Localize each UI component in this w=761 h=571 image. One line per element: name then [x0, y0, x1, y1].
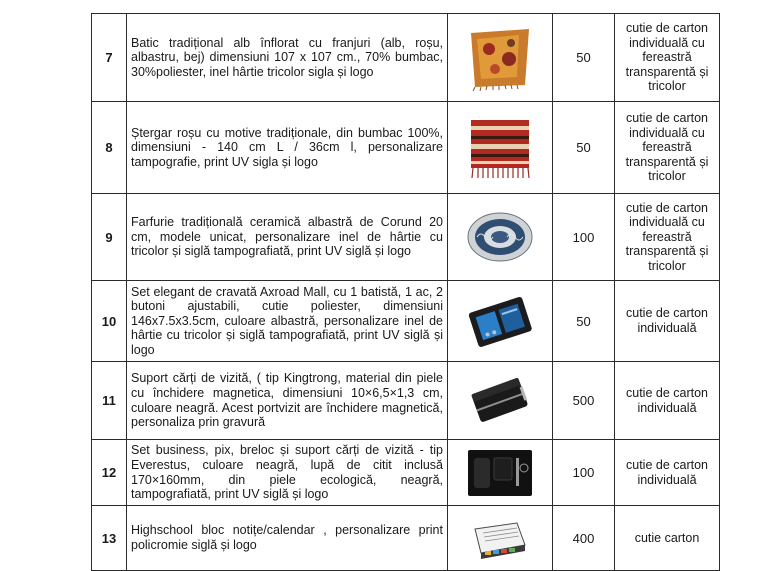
item-description: Suport cărți de vizită, ( tip Kingtrong, material din piele cu închidere magnetica, dimensiuni 10×6,5×1,3 cm, culoare neagră. Acest portvizit are închidere magnetică, personaliza prin gravură — [127, 362, 448, 440]
item-packaging: cutie de carton individuală cu fereastră transparentă și tricolor — [615, 194, 720, 281]
notepad-icon — [467, 515, 533, 561]
plate-icon — [465, 209, 535, 265]
row-number: 8 — [92, 102, 127, 194]
card-holder-icon — [467, 371, 533, 431]
table-row — [92, 194, 720, 281]
item-packaging: cutie de carton individuală — [615, 440, 720, 506]
item-packaging: cutie carton — [615, 506, 720, 571]
towel-icon — [465, 116, 535, 180]
item-packaging: cutie de carton individuală cu fereastră transparentă și tricolor — [615, 102, 720, 194]
product-image-cell — [448, 362, 553, 440]
table-row — [92, 362, 720, 440]
product-image-cell — [448, 440, 553, 506]
table-row — [92, 102, 720, 194]
table-row — [92, 440, 720, 506]
item-description: Farfurie tradițională ceramică albastră de Corund 20 cm, modele unicat, personalizare inel de hârtie cu tricolor și siglă tampografiată, print UV siglă și logo — [127, 194, 448, 281]
item-packaging: cutie de carton individuală cu fereastră transparentă și tricolor — [615, 14, 720, 102]
product-image-cell — [448, 506, 553, 571]
item-quantity: 100 — [553, 194, 615, 281]
row-number: 7 — [92, 14, 127, 102]
row-number: 10 — [92, 281, 127, 362]
table-row — [92, 14, 720, 102]
row-number: 9 — [92, 194, 127, 281]
product-image-cell — [448, 281, 553, 362]
item-description: Set elegant de cravată Axroad Mall, cu 1 batistă, 1 ac, 2 butoni ajustabili, cutie poliester, dimensiuni 146x7.5x3.5cm, culoare albastră, personalizare inel de hârtie cu tricolor și siglă tampografiată, print UV siglă și logo — [127, 281, 448, 362]
item-quantity: 50 — [553, 281, 615, 362]
item-packaging: cutie de carton individuală — [615, 362, 720, 440]
products-table — [91, 13, 720, 571]
item-description: Highschool bloc notițe/calendar , personalizare print policromie siglă și logo — [127, 506, 448, 571]
item-description: Set business, pix, breloc și suport cărți de vizită - tip Everestus, culoare neagră, lupă de citit inclusă 170×160mm, din piele ecologică, neagră, tampografiată, print UV siglă și logo — [127, 440, 448, 506]
business-set-icon — [464, 446, 536, 500]
item-packaging: cutie de carton individuală — [615, 281, 720, 362]
item-quantity: 100 — [553, 440, 615, 506]
item-quantity: 50 — [553, 102, 615, 194]
product-image-cell — [448, 102, 553, 194]
item-quantity: 400 — [553, 506, 615, 571]
product-image-cell — [448, 14, 553, 102]
scarf-icon — [467, 25, 533, 91]
table-row — [92, 281, 720, 362]
tie-set-icon — [464, 290, 536, 352]
item-quantity: 500 — [553, 362, 615, 440]
table-row — [92, 506, 720, 571]
product-image-cell — [448, 194, 553, 281]
row-number: 12 — [92, 440, 127, 506]
item-description: Batic tradițional alb înflorat cu franjuri (alb, roșu, albastru, bej) dimensiuni 107 x 107 cm., 70% bumbac, 30%poliester, inel hârtie tricolor sigla și logo — [127, 14, 448, 102]
item-description: Ștergar roșu cu motive tradiționale, din bumbac 100%, dimensiuni - 140 cm L / 36cm l, personalizare tampografie, print UV sigla și logo — [127, 102, 448, 194]
row-number: 11 — [92, 362, 127, 440]
item-quantity: 50 — [553, 14, 615, 102]
row-number: 13 — [92, 506, 127, 571]
